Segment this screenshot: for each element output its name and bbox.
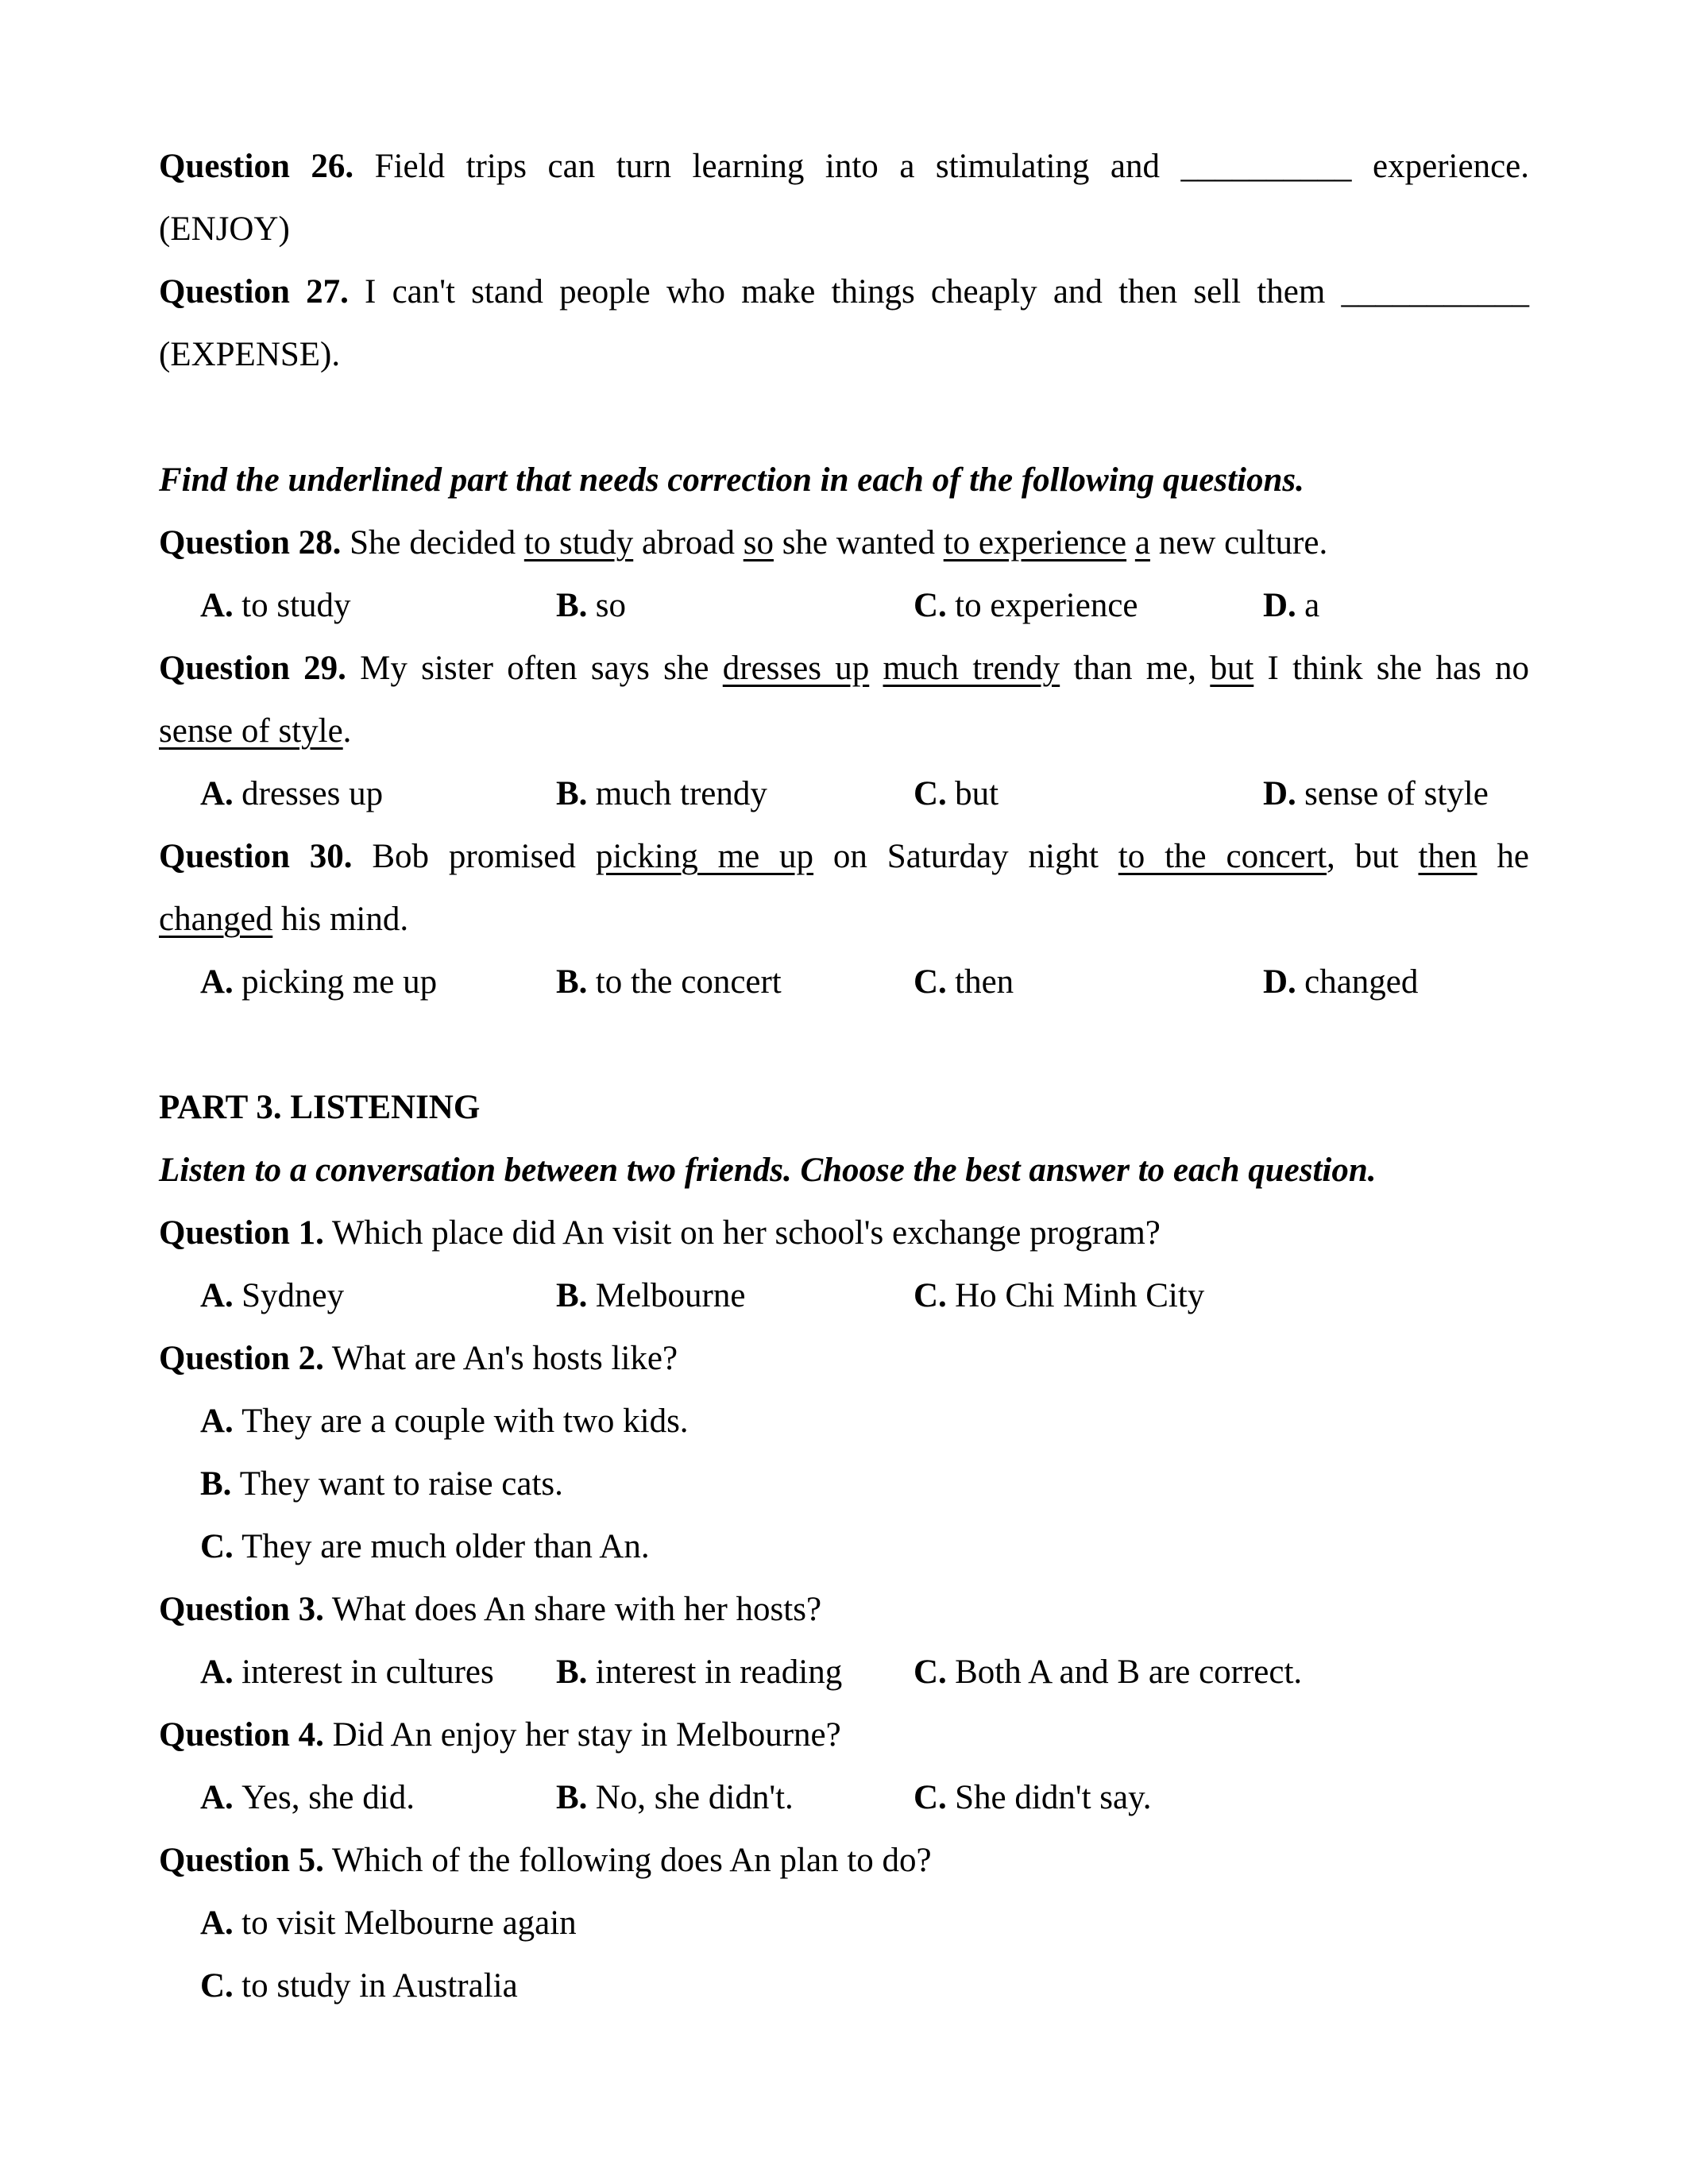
underlined-segment: changed — [159, 901, 273, 938]
option-text: dresses up — [241, 775, 384, 812]
option-key: C. — [914, 1653, 947, 1691]
option-d — [1263, 574, 1319, 637]
text-segment: new culture. — [1149, 524, 1328, 561]
instruction-text: Find the underlined part that needs correction in each of the following questions. — [159, 461, 1304, 499]
option-text: They want to raise cats. — [239, 1465, 563, 1503]
option-key: D. — [1263, 963, 1296, 1001]
option-a — [200, 574, 351, 637]
option-text: Yes, she did. — [241, 1779, 415, 1816]
instruction-text: Listen to a conversation between two friends. Choose the best answer to each question. — [159, 1152, 1377, 1189]
option-c — [914, 762, 999, 825]
option-key: A. — [200, 1277, 234, 1314]
error-correction-instruction — [159, 449, 1529, 511]
option-key: B. — [556, 775, 588, 812]
option-b — [556, 1641, 842, 1704]
question-3-label: Question 3. — [159, 1591, 324, 1628]
option-b — [556, 762, 767, 825]
listening-question-5-option-a — [159, 1892, 1529, 1954]
option-a — [200, 1264, 344, 1327]
section-gap — [159, 1013, 1529, 1076]
question-5-label: Question 5. — [159, 1842, 324, 1879]
option-text: to the concert — [595, 963, 782, 1001]
underlined-segment: dresses up — [722, 650, 870, 687]
question-29-line-2 — [159, 700, 1529, 762]
text-segment: on Saturday night — [813, 838, 1118, 875]
underlined-segment: so — [743, 524, 774, 561]
option-a — [200, 1641, 494, 1704]
option-text: changed — [1304, 963, 1419, 1001]
option-key: A. — [200, 1653, 234, 1691]
option-key: B. — [556, 587, 588, 624]
text-segment: he — [1477, 838, 1529, 875]
underlined-segment: but — [1210, 650, 1254, 687]
listening-question-5 — [159, 1829, 1529, 1892]
option-text: sense of style — [1304, 775, 1489, 812]
option-key: C. — [914, 775, 947, 812]
option-c — [914, 951, 1014, 1013]
option-d — [1263, 762, 1489, 825]
option-b — [556, 574, 626, 637]
question-28-label: Question 28. — [159, 524, 342, 561]
option-a — [200, 762, 383, 825]
option-key: C. — [914, 587, 947, 624]
option-text: Both A and B are correct. — [955, 1653, 1303, 1691]
option-b — [556, 1766, 794, 1829]
question-30-line-2 — [159, 888, 1529, 951]
heading-text: PART 3. LISTENING — [159, 1089, 481, 1126]
question-27-text: I can't stand people who make things cheaply and then sell them ___________ — [348, 273, 1529, 311]
option-b — [556, 1264, 745, 1327]
question-26-text: Field trips can turn learning into a stimulating and __________ experience. — [353, 148, 1529, 185]
option-text: Ho Chi Minh City — [955, 1277, 1205, 1314]
text-segment: Bob promised — [352, 838, 596, 875]
option-key: B. — [556, 963, 588, 1001]
option-key: B. — [556, 1653, 588, 1691]
option-key: B. — [200, 1465, 232, 1503]
option-text: to study — [241, 587, 351, 624]
question-27-line-2 — [159, 323, 1529, 386]
option-text: interest in reading — [595, 1653, 843, 1691]
option-key: D. — [1263, 775, 1296, 812]
question-5-text: Which of the following does An plan to do? — [323, 1842, 932, 1879]
listening-question-5-option-c — [159, 1954, 1529, 2017]
question-29-line-1 — [159, 637, 1529, 700]
option-text: so — [595, 587, 626, 624]
option-key: D. — [1263, 587, 1296, 624]
option-key: A. — [200, 1779, 234, 1816]
option-key: B. — [556, 1779, 588, 1816]
option-key: A. — [200, 775, 234, 812]
listening-question-3-options — [159, 1641, 1529, 1704]
listening-question-4-options — [159, 1766, 1529, 1829]
option-text: a — [1304, 587, 1320, 624]
option-key: A. — [200, 1904, 234, 1942]
option-key: A. — [200, 963, 234, 1001]
question-29-options — [159, 762, 1529, 825]
option-text: to visit Melbourne again — [241, 1904, 577, 1942]
text-segment: , but — [1327, 838, 1419, 875]
listening-question-1-options — [159, 1264, 1529, 1327]
text-segment: I think she has no — [1253, 650, 1529, 687]
option-key: C. — [200, 1967, 234, 2005]
option-b — [556, 951, 782, 1013]
option-text: but — [955, 775, 999, 812]
underlined-segment: to experience — [943, 524, 1127, 561]
text-segment: . — [342, 712, 352, 750]
question-3-text: What does An share with her hosts? — [323, 1591, 822, 1628]
text-segment: My sister often says she — [346, 650, 723, 687]
option-text: They are a couple with two kids. — [241, 1403, 689, 1440]
listening-question-1 — [159, 1202, 1529, 1264]
option-text: much trendy — [595, 775, 767, 812]
option-d — [1263, 951, 1418, 1013]
question-1-text: Which place did An visit on her school's exchange program? — [323, 1214, 1161, 1252]
question-1-label: Question 1. — [159, 1214, 324, 1252]
option-c — [914, 1766, 1152, 1829]
option-text: They are much older than An. — [241, 1528, 650, 1565]
option-key: C. — [200, 1528, 234, 1565]
option-key: C. — [914, 1779, 947, 1816]
question-4-text: Did An enjoy her stay in Melbourne? — [323, 1716, 841, 1754]
option-c — [914, 574, 1138, 637]
option-key: A. — [200, 1403, 234, 1440]
option-text: Sydney — [241, 1277, 345, 1314]
underlined-segment: to study — [523, 524, 634, 561]
option-a — [200, 1766, 415, 1829]
listening-question-3 — [159, 1578, 1529, 1641]
option-key: C. — [914, 963, 947, 1001]
option-key: A. — [200, 587, 234, 624]
question-27-line-1 — [159, 260, 1529, 323]
option-c — [914, 1264, 1204, 1327]
underlined-segment: much trendy — [883, 650, 1060, 687]
underlined-segment: sense of style — [159, 712, 343, 750]
option-text: She didn't say. — [955, 1779, 1152, 1816]
text-segment — [869, 650, 883, 687]
text-segment: than me, — [1060, 650, 1211, 687]
question-26-hint: (ENJOY) — [159, 210, 290, 248]
section-gap — [159, 386, 1529, 449]
question-4-label: Question 4. — [159, 1716, 324, 1754]
listening-question-2-option-a — [159, 1390, 1529, 1453]
listening-instruction — [159, 1139, 1529, 1202]
question-30-options — [159, 951, 1529, 1013]
text-segment: she wanted — [773, 524, 944, 561]
option-key: C. — [914, 1277, 947, 1314]
underlined-segment: a — [1134, 524, 1150, 561]
underlined-segment: picking me up — [595, 838, 814, 875]
option-text: then — [955, 963, 1014, 1001]
text-segment: his mind. — [272, 901, 409, 938]
text-segment — [1126, 524, 1135, 561]
question-2-text: What are An's hosts like? — [323, 1340, 678, 1377]
option-a — [200, 951, 437, 1013]
option-text: No, she didn't. — [595, 1779, 794, 1816]
question-29-label: Question 29. — [159, 650, 346, 687]
question-28-options — [159, 574, 1529, 637]
question-26-line-1 — [159, 135, 1529, 198]
option-text: Melbourne — [595, 1277, 746, 1314]
question-26-label: Question 26. — [159, 148, 354, 185]
question-26-line-2 — [159, 198, 1529, 260]
question-28 — [159, 511, 1529, 574]
option-key: B. — [556, 1277, 588, 1314]
option-text: picking me up — [241, 963, 438, 1001]
listening-question-2-option-c — [159, 1515, 1529, 1578]
question-27-hint: (EXPENSE). — [159, 336, 341, 373]
option-text: to study in Australia — [241, 1967, 518, 2005]
option-c — [914, 1641, 1302, 1704]
option-text: to experience — [955, 587, 1138, 624]
question-27-label: Question 27. — [159, 273, 349, 311]
question-2-label: Question 2. — [159, 1340, 324, 1377]
listening-question-2 — [159, 1327, 1529, 1390]
question-30-label: Question 30. — [159, 838, 353, 875]
underlined-segment: to the concert — [1118, 838, 1327, 875]
listening-question-2-option-b — [159, 1453, 1529, 1515]
underlined-segment: then — [1418, 838, 1477, 875]
listening-question-4 — [159, 1704, 1529, 1766]
text-segment: abroad — [633, 524, 744, 561]
text-segment: She decided — [341, 524, 524, 561]
option-text: interest in cultures — [241, 1653, 494, 1691]
part-3-heading — [159, 1076, 1529, 1139]
question-30-line-1 — [159, 825, 1529, 888]
